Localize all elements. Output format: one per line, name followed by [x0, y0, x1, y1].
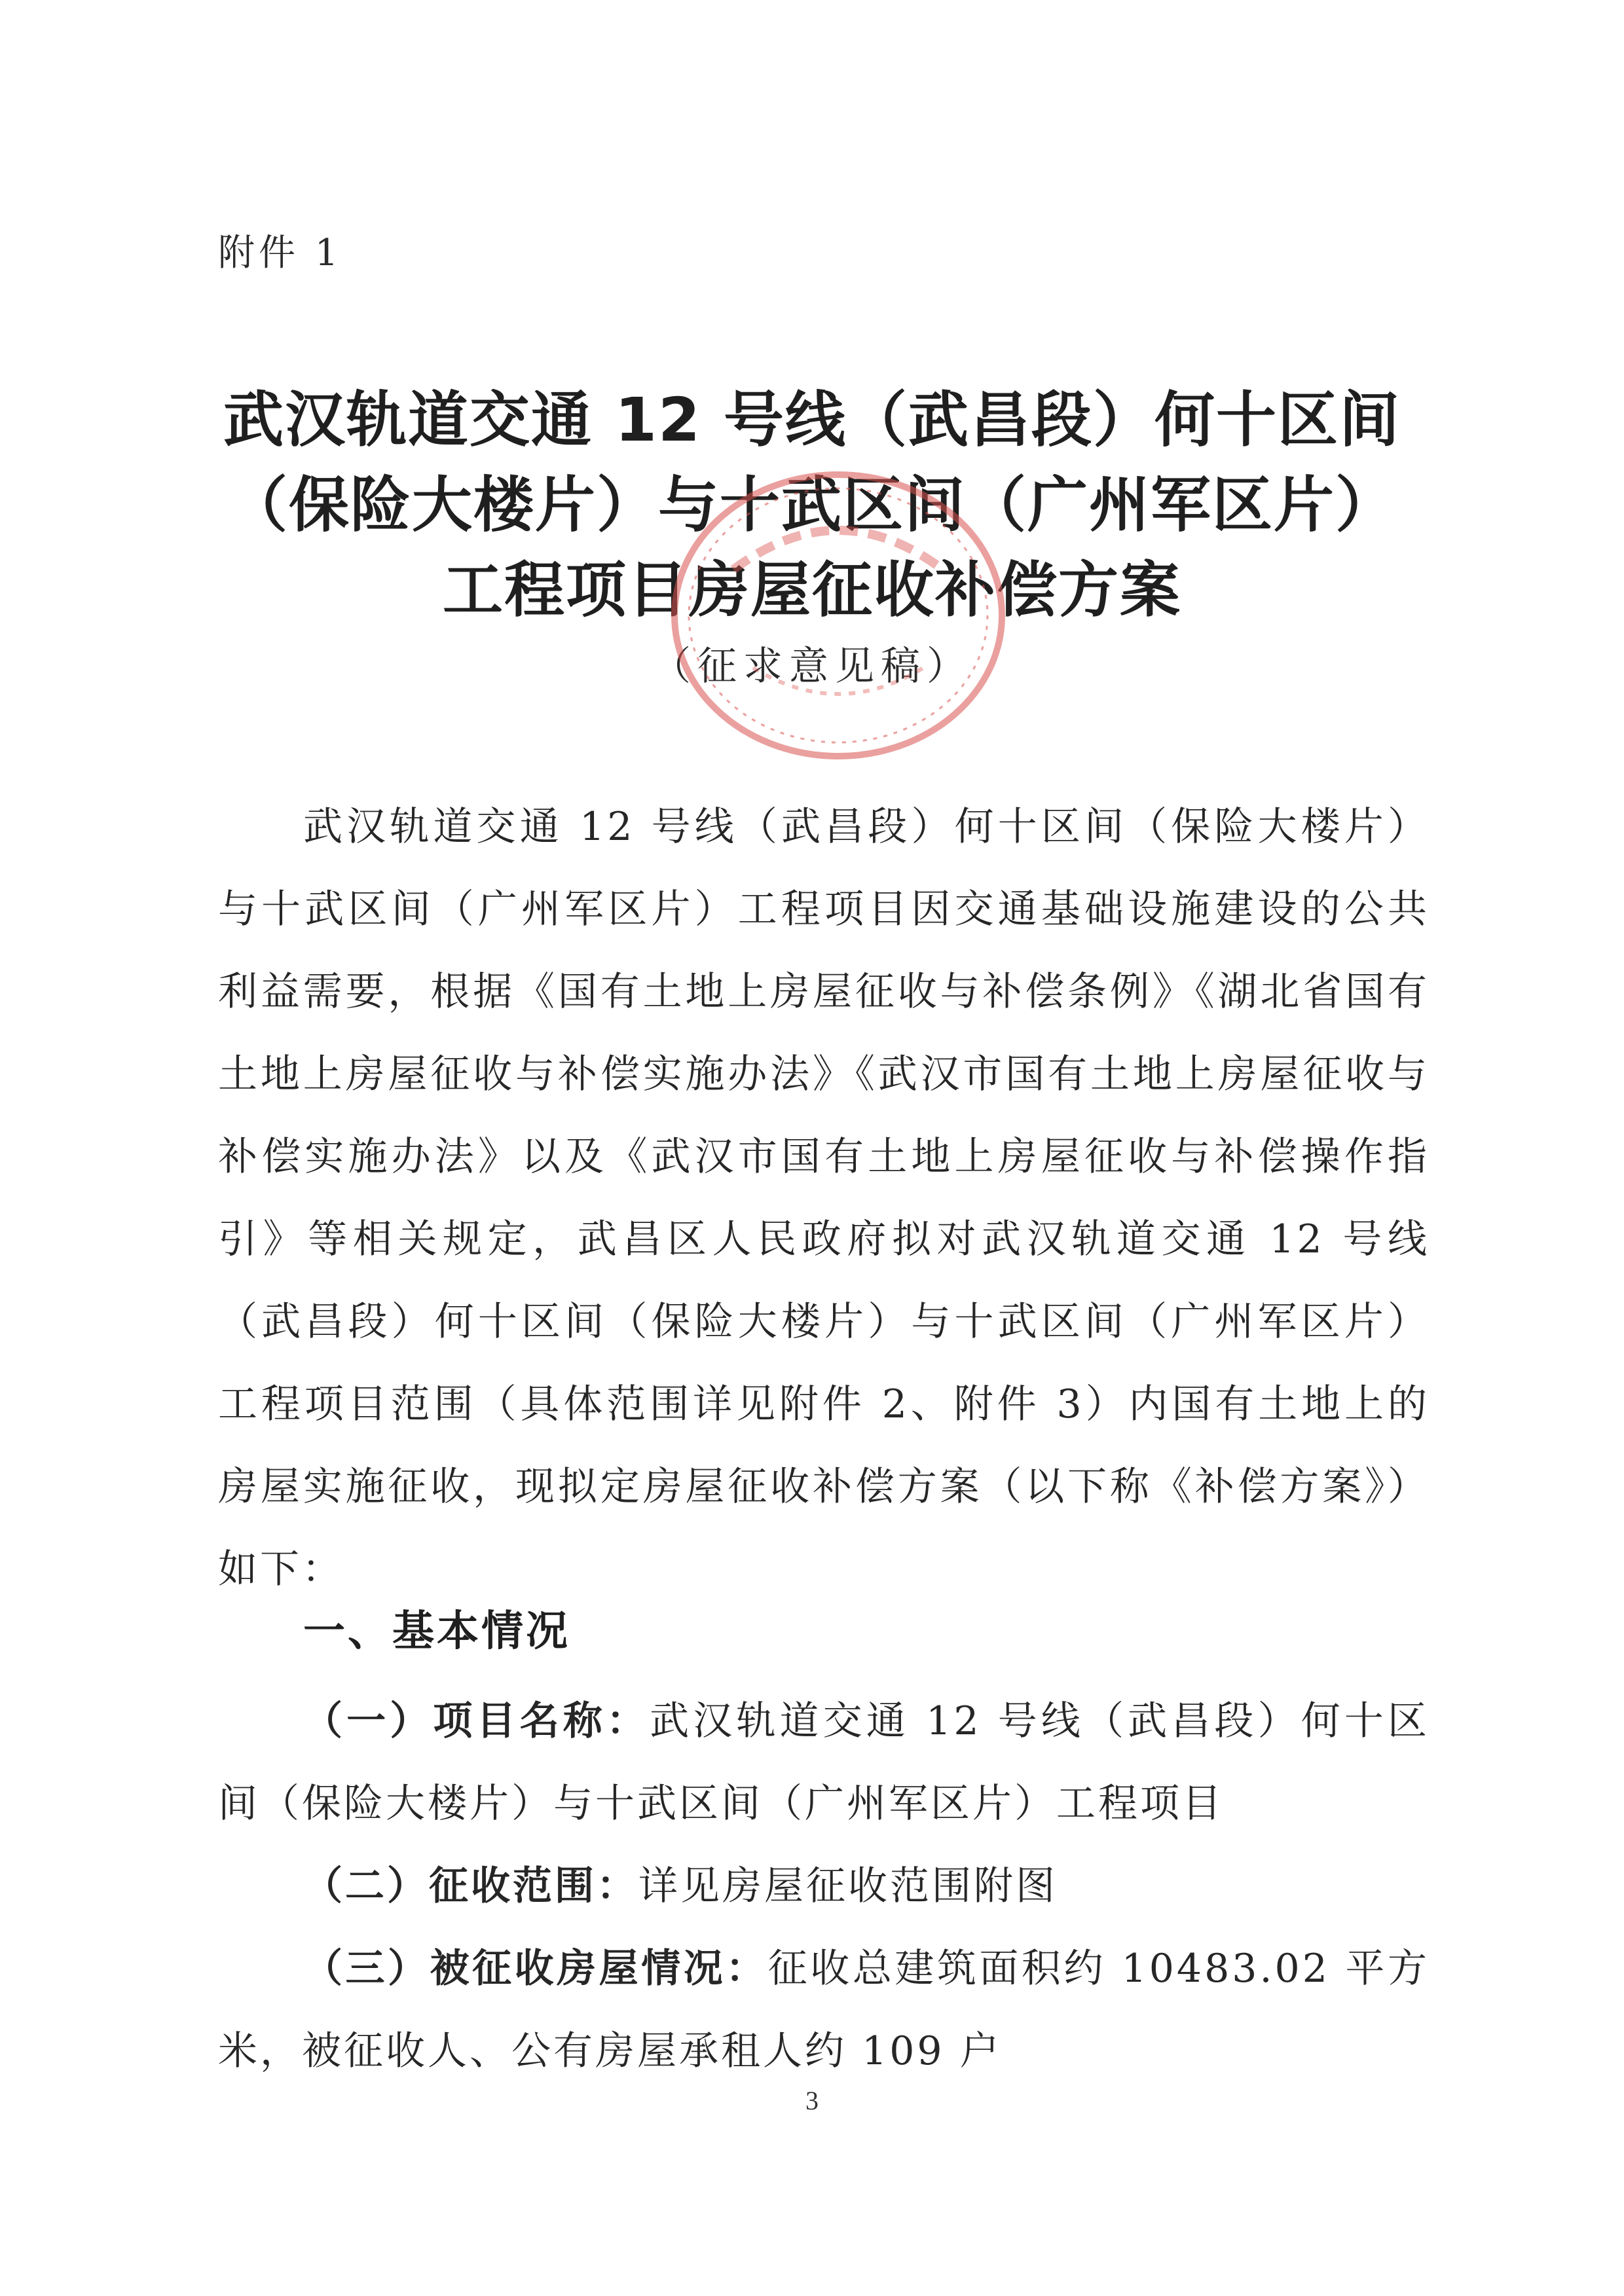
attachment-label: 附件 1 [218, 232, 342, 274]
item-text: 武汉轨道交通 12 号线（武昌段）何十区间（保险大楼片）与十武区间（广州军区片）工程项目 [218, 1698, 1430, 1827]
item-label: （一）项目名称： [303, 1698, 650, 1744]
subtitle-draft-note: （征求意见稿） [652, 644, 972, 689]
item-project-name [218, 1680, 1430, 1845]
section-heading: 一、基本情况 [303, 1607, 570, 1656]
item-expropriation-scope [218, 1845, 1430, 1927]
title-line-3: 工程项目房屋征收补偿方案 [442, 555, 1181, 625]
title-line-1: 武汉轨道交通 12 号线（武昌段）何十区间 [223, 385, 1401, 455]
item-text: 详见房屋征收范围附图 [638, 1863, 1058, 1909]
title-line-2: （保险大楼片）与十武区间（广州军区片） [227, 470, 1397, 540]
official-seal-icon [655, 452, 1022, 766]
intro-paragraph: 武汉轨道交通 12 号线（武昌段）何十区间（保险大楼片）与十武区间（广州军区片）工程项目因交通基础设施建设的公共利益需要，根据《国有土地上房屋征收与补偿条例》《湖北省国有土地上房屋征收与补偿实施办法》《武汉市国有土地上房屋征收与补偿实施办法》以及《武汉市国有土地上房屋征收与补偿操作指引》等相关规定，武昌区人民政府拟对武汉轨道交通 12 号线（武昌段）何十区间（保险大楼片）与十武区间（广州军区片）工程项目范围（具体范围详见附件 2、附件 3）内国有土地上的房屋实施征收，现拟定房屋征收补偿方案（以下称《补偿方案》）如下： [218, 804, 1430, 1592]
item-housing-status [218, 1927, 1430, 2092]
page-number: 3 [805, 2086, 819, 2115]
item-label: （二）征收范围： [303, 1863, 638, 1909]
item-label: （三）被征收房屋情况： [303, 1946, 768, 1992]
item-text: 征收总建筑面积约 10483.02 平方米，被征收人、公有房屋承租人约 109 户 [218, 1946, 1430, 2074]
